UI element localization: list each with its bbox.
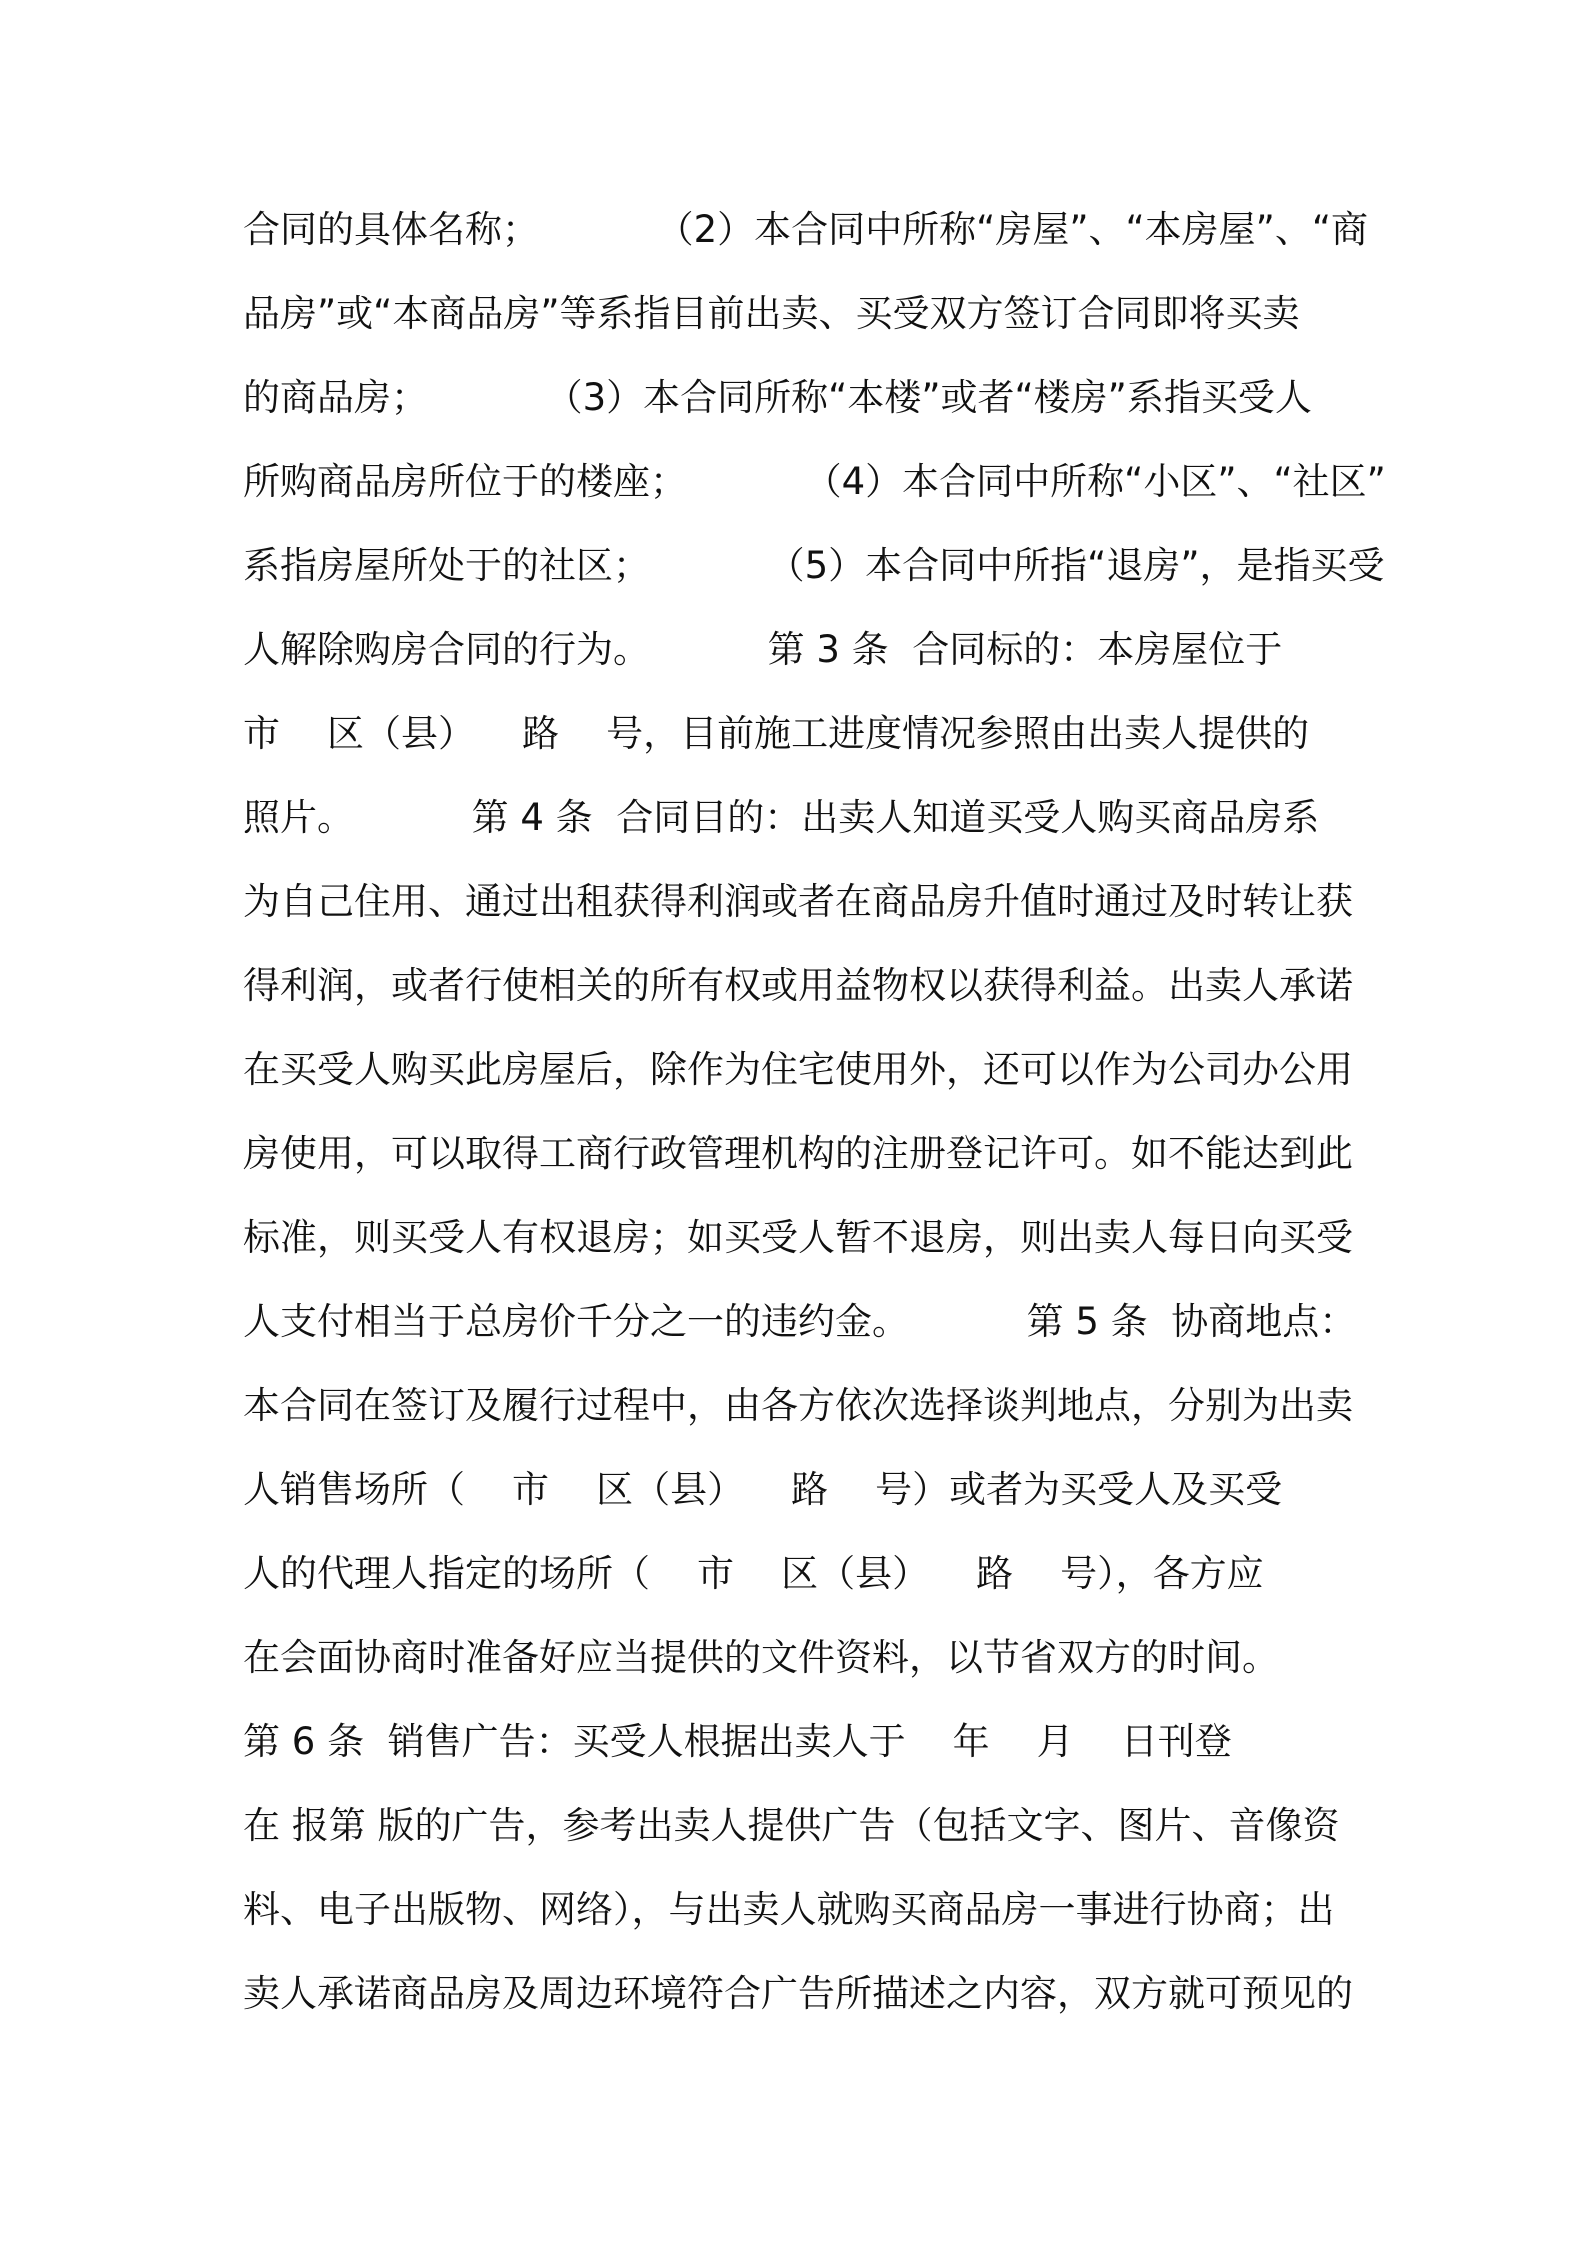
text-line: 在会面协商时准备好应当提供的文件资料，以节省双方的时间。 [243,1636,1279,1679]
text-line: 卖人承诺商品房及周边环境符合广告所描述之内容，双方就可预见的 [243,1972,1353,2015]
text-line: 市 区（县） 路 号，目前施工进度情况参照由出卖人提供的 [243,712,1310,755]
text-line: 品房”或“本商品房”等系指目前出卖、买受双方签订合同即将买卖 [243,292,1300,335]
text-line: 料、电子出版物、网络），与出卖人就购买商品房一事进行协商；出 [243,1888,1335,1931]
text-line: 在买受人购买此房屋后，除作为住宅使用外，还可以作为公司办公用 [243,1048,1353,1091]
text-line: 所购商品房所位于的楼座； （4）本合同中所称“小区”、“社区” [243,460,1386,503]
text-line: 系指房屋所处于的社区； （5）本合同中所指“退房”，是指买受 [243,544,1385,587]
text-line: 得利润，或者行使相关的所有权或用益物权以获得利益。出卖人承诺 [243,964,1353,1007]
text-line: 照片。 第 4 条 合同目的：出卖人知道买受人购买商品房系 [243,796,1320,839]
text-line: 人解除购房合同的行为。 第 3 条 合同标的：本房屋位于 [243,628,1283,671]
text-line: 房使用，可以取得工商行政管理机构的注册登记许可。如不能达到此 [243,1132,1353,1175]
text-line: 人销售场所（ 市 区（县） 路 号）或者为买受人及买受 [243,1468,1283,1511]
text-line: 人支付相当于总房价千分之一的违约金。 第 5 条 协商地点： [243,1300,1357,1343]
text-line: 本合同在签订及履行过程中，由各方依次选择谈判地点，分别为出卖 [243,1384,1353,1427]
text-line: 标准，则买受人有权退房；如买受人暂不退房，则出卖人每日向买受 [243,1216,1353,1259]
text-line: 在 报第 版的广告，参考出卖人提供广告（包括文字、图片、音像资 [243,1804,1340,1847]
text-line: 人的代理人指定的场所（ 市 区（县） 路 号），各方应 [243,1552,1264,1595]
text-line: 为自己住用、通过出租获得利润或者在商品房升值时通过及时转让获 [243,880,1353,923]
text-line: 的商品房； （3）本合同所称“本楼”或者“楼房”系指买受人 [243,376,1312,419]
text-line: 合同的具体名称； （2）本合同中所称“房屋”、“本房屋”、“商 [243,208,1368,251]
text-line: 第 6 条 销售广告：买受人根据出卖人于 年 月 日刊登 [243,1720,1232,1763]
